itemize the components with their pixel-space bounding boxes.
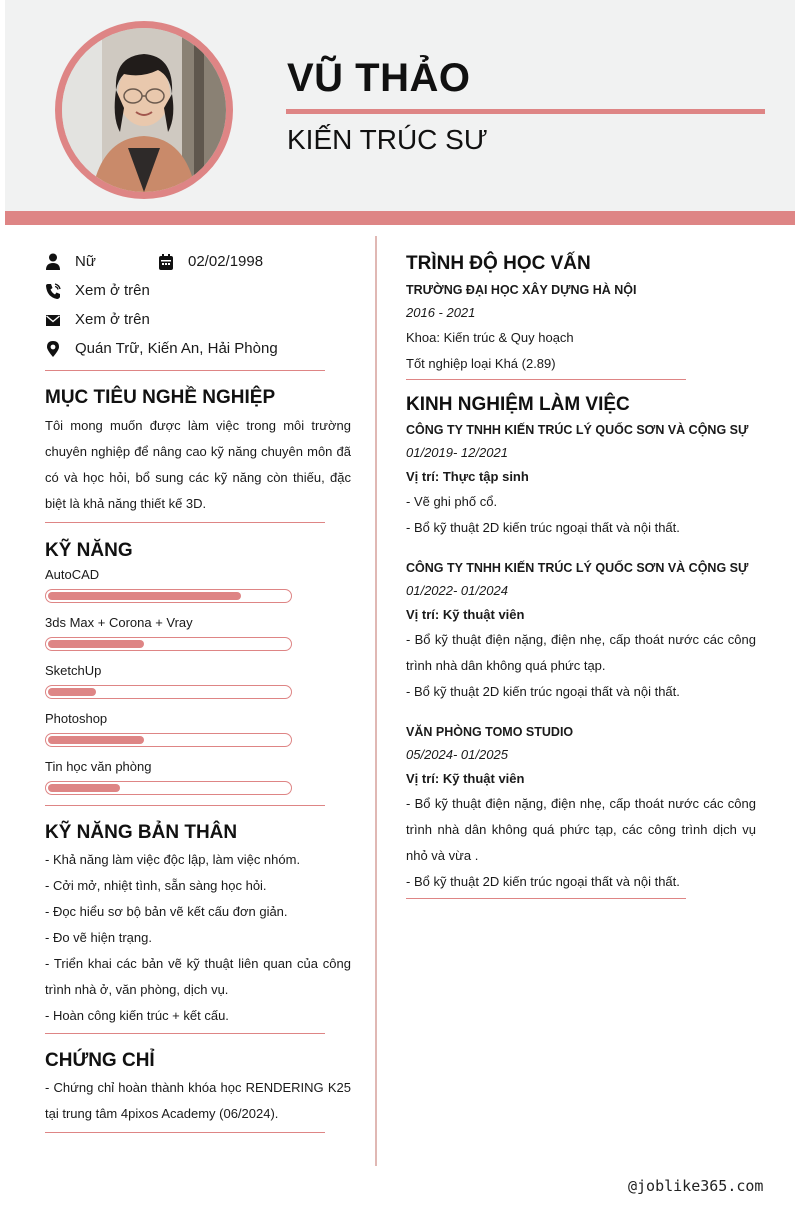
job-company: CÔNG TY TNHH KIẾN TRÚC LÝ QUỐC SƠN VÀ CỘNG SỰ (406, 561, 749, 575)
skill-item (45, 710, 351, 747)
section-divider (45, 1132, 325, 1133)
soft-skill-item: - Đo vẽ hiện trạng. (45, 930, 152, 945)
section-divider (45, 522, 325, 523)
name-underline (286, 109, 765, 114)
job-period: 05/2024- 01/2025 (406, 747, 508, 762)
skill-label: 3ds Max + Corona + Vray (45, 615, 193, 630)
soft-skills-title: KỸ NĂNG BẢN THÂN (45, 822, 238, 843)
soft-skill-item: - Cởi mở, nhiệt tình, sẵn sàng học hỏi. (45, 878, 267, 893)
job-entry (406, 723, 756, 895)
envelope-icon (45, 311, 61, 329)
skill-label: SketchUp (45, 663, 102, 678)
skills-list (45, 566, 351, 795)
experience-title: KINH NGHIỆM LÀM VIỆC (406, 394, 630, 415)
objective-text: Tôi mong muốn được làm việc trong môi trường chuyên nghiệp để nâng cao kỹ năng chuyên môn đã có và học hỏi, bổ sung các kỹ năng còn thiếu, đặc biệt là khả năng thiết kế 3D. (45, 418, 351, 511)
education-school: TRƯỜNG ĐẠI HỌC XÂY DỰNG HÀ NỘI (406, 283, 637, 297)
person-icon (45, 253, 61, 271)
section-divider (406, 898, 686, 899)
address-text: Quán Trữ, Kiến An, Hải Phòng (75, 340, 278, 357)
skill-bar (45, 685, 292, 699)
map-pin-icon (45, 340, 61, 358)
skill-bar-fill (48, 784, 120, 792)
dob-text: 02/02/1998 (188, 253, 264, 270)
calendar-icon (158, 253, 174, 271)
job-role: Vị trí: Kỹ thuật viên (406, 771, 525, 786)
skill-item (45, 614, 351, 651)
soft-skill-item: - Đọc hiểu sơ bộ bản vẽ kết cấu đơn giản. (45, 904, 288, 919)
job-entry (406, 559, 756, 705)
skill-bar (45, 733, 292, 747)
phone-icon (45, 282, 61, 300)
job-company: VĂN PHÒNG TOMO STUDIO (406, 725, 574, 739)
avatar (55, 21, 233, 199)
skill-item (45, 758, 351, 795)
skill-label: Photoshop (45, 711, 108, 726)
job-period: 01/2022- 01/2024 (406, 583, 508, 598)
skill-bar-fill (48, 688, 96, 696)
watermark-text: @joblike365.com (628, 1177, 764, 1195)
job-task: - Bổ kỹ thuật 2D kiến trúc ngoại thất và nội thất. (406, 874, 680, 889)
info-row-email (45, 308, 351, 337)
job-task: - Bổ kỹ thuật điện nặng, điện nhẹ, cấp thoát nước các công trình nhà dân không quá phức tạp, các công trình dịch vụ nhỏ và vừa . (406, 796, 756, 863)
section-divider (45, 1033, 325, 1034)
right-column (406, 253, 756, 899)
skill-bar-fill (48, 592, 241, 600)
skill-bar-fill (48, 736, 144, 744)
soft-skill-item: - Khả năng làm việc độc lập, làm việc nhóm. (45, 852, 301, 867)
certificates-title: CHỨNG CHỈ (45, 1050, 155, 1071)
job-task: - Bổ kỹ thuật 2D kiến trúc ngoại thất và nội thất. (406, 520, 680, 535)
job-entry (406, 421, 756, 541)
skill-item (45, 566, 351, 603)
soft-skill-item: - Hoàn công kiến trúc + kết cấu. (45, 1008, 229, 1023)
column-divider (375, 236, 377, 1166)
job-task: - Bổ kỹ thuật điện nặng, điện nhẹ, cấp thoát nước các công trình nhà dân không quá phức tạp. (406, 632, 756, 673)
skills-title: KỸ NĂNG (45, 540, 133, 561)
candidate-name: VŨ THẢO (287, 56, 471, 100)
gender-text: Nữ (75, 253, 96, 270)
info-row-phone (45, 279, 351, 308)
header-accent-bar (5, 211, 795, 225)
job-task: - Vẽ ghi phố cổ. (406, 494, 498, 509)
skill-item (45, 662, 351, 699)
skill-bar (45, 589, 292, 603)
profile-photo-illustration (62, 28, 226, 192)
job-period: 01/2019- 12/2021 (406, 445, 508, 460)
education-grade: Tốt nghiệp loại Khá (2.89) (406, 356, 556, 371)
info-row-gender-dob (45, 250, 351, 279)
soft-skill-item: - Triển khai các bản vẽ kỹ thuật liên quan của công trình nhà ở, văn phòng, dịch vụ. (45, 956, 351, 997)
soft-skills-list (45, 847, 351, 1029)
certificate-text: - Chứng chỉ hoàn thành khóa học RENDERING K25 tại trung tâm 4pixos Academy (06/2024). (45, 1080, 351, 1121)
skill-label: Tin học văn phòng (45, 759, 152, 774)
education-title: TRÌNH ĐỘ HỌC VẤN (406, 253, 591, 274)
skill-label: AutoCAD (45, 567, 100, 582)
skill-bar (45, 637, 292, 651)
job-role: Vị trí: Thực tập sinh (406, 469, 529, 484)
profile-photo (62, 28, 226, 192)
section-divider (45, 805, 325, 806)
left-column (45, 250, 351, 1133)
job-role: Vị trí: Kỹ thuật viên (406, 607, 525, 622)
job-company: CÔNG TY TNHH KIẾN TRÚC LÝ QUỐC SƠN VÀ CỘNG SỰ (406, 423, 749, 437)
education-period: 2016 - 2021 (406, 305, 476, 320)
skill-bar (45, 781, 292, 795)
section-divider (45, 370, 325, 371)
candidate-title: KIẾN TRÚC SƯ (287, 124, 488, 155)
objective-title: MỤC TIÊU NGHỀ NGHIỆP (45, 387, 276, 408)
phone-text: Xem ở trên (75, 282, 150, 299)
job-task: - Bổ kỹ thuật 2D kiến trúc ngoại thất và nội thất. (406, 684, 680, 699)
skill-bar-fill (48, 640, 144, 648)
info-row-address (45, 337, 351, 366)
education-faculty: Khoa: Kiến trúc & Quy hoạch (406, 330, 574, 345)
email-text: Xem ở trên (75, 311, 150, 328)
section-divider (406, 379, 686, 380)
